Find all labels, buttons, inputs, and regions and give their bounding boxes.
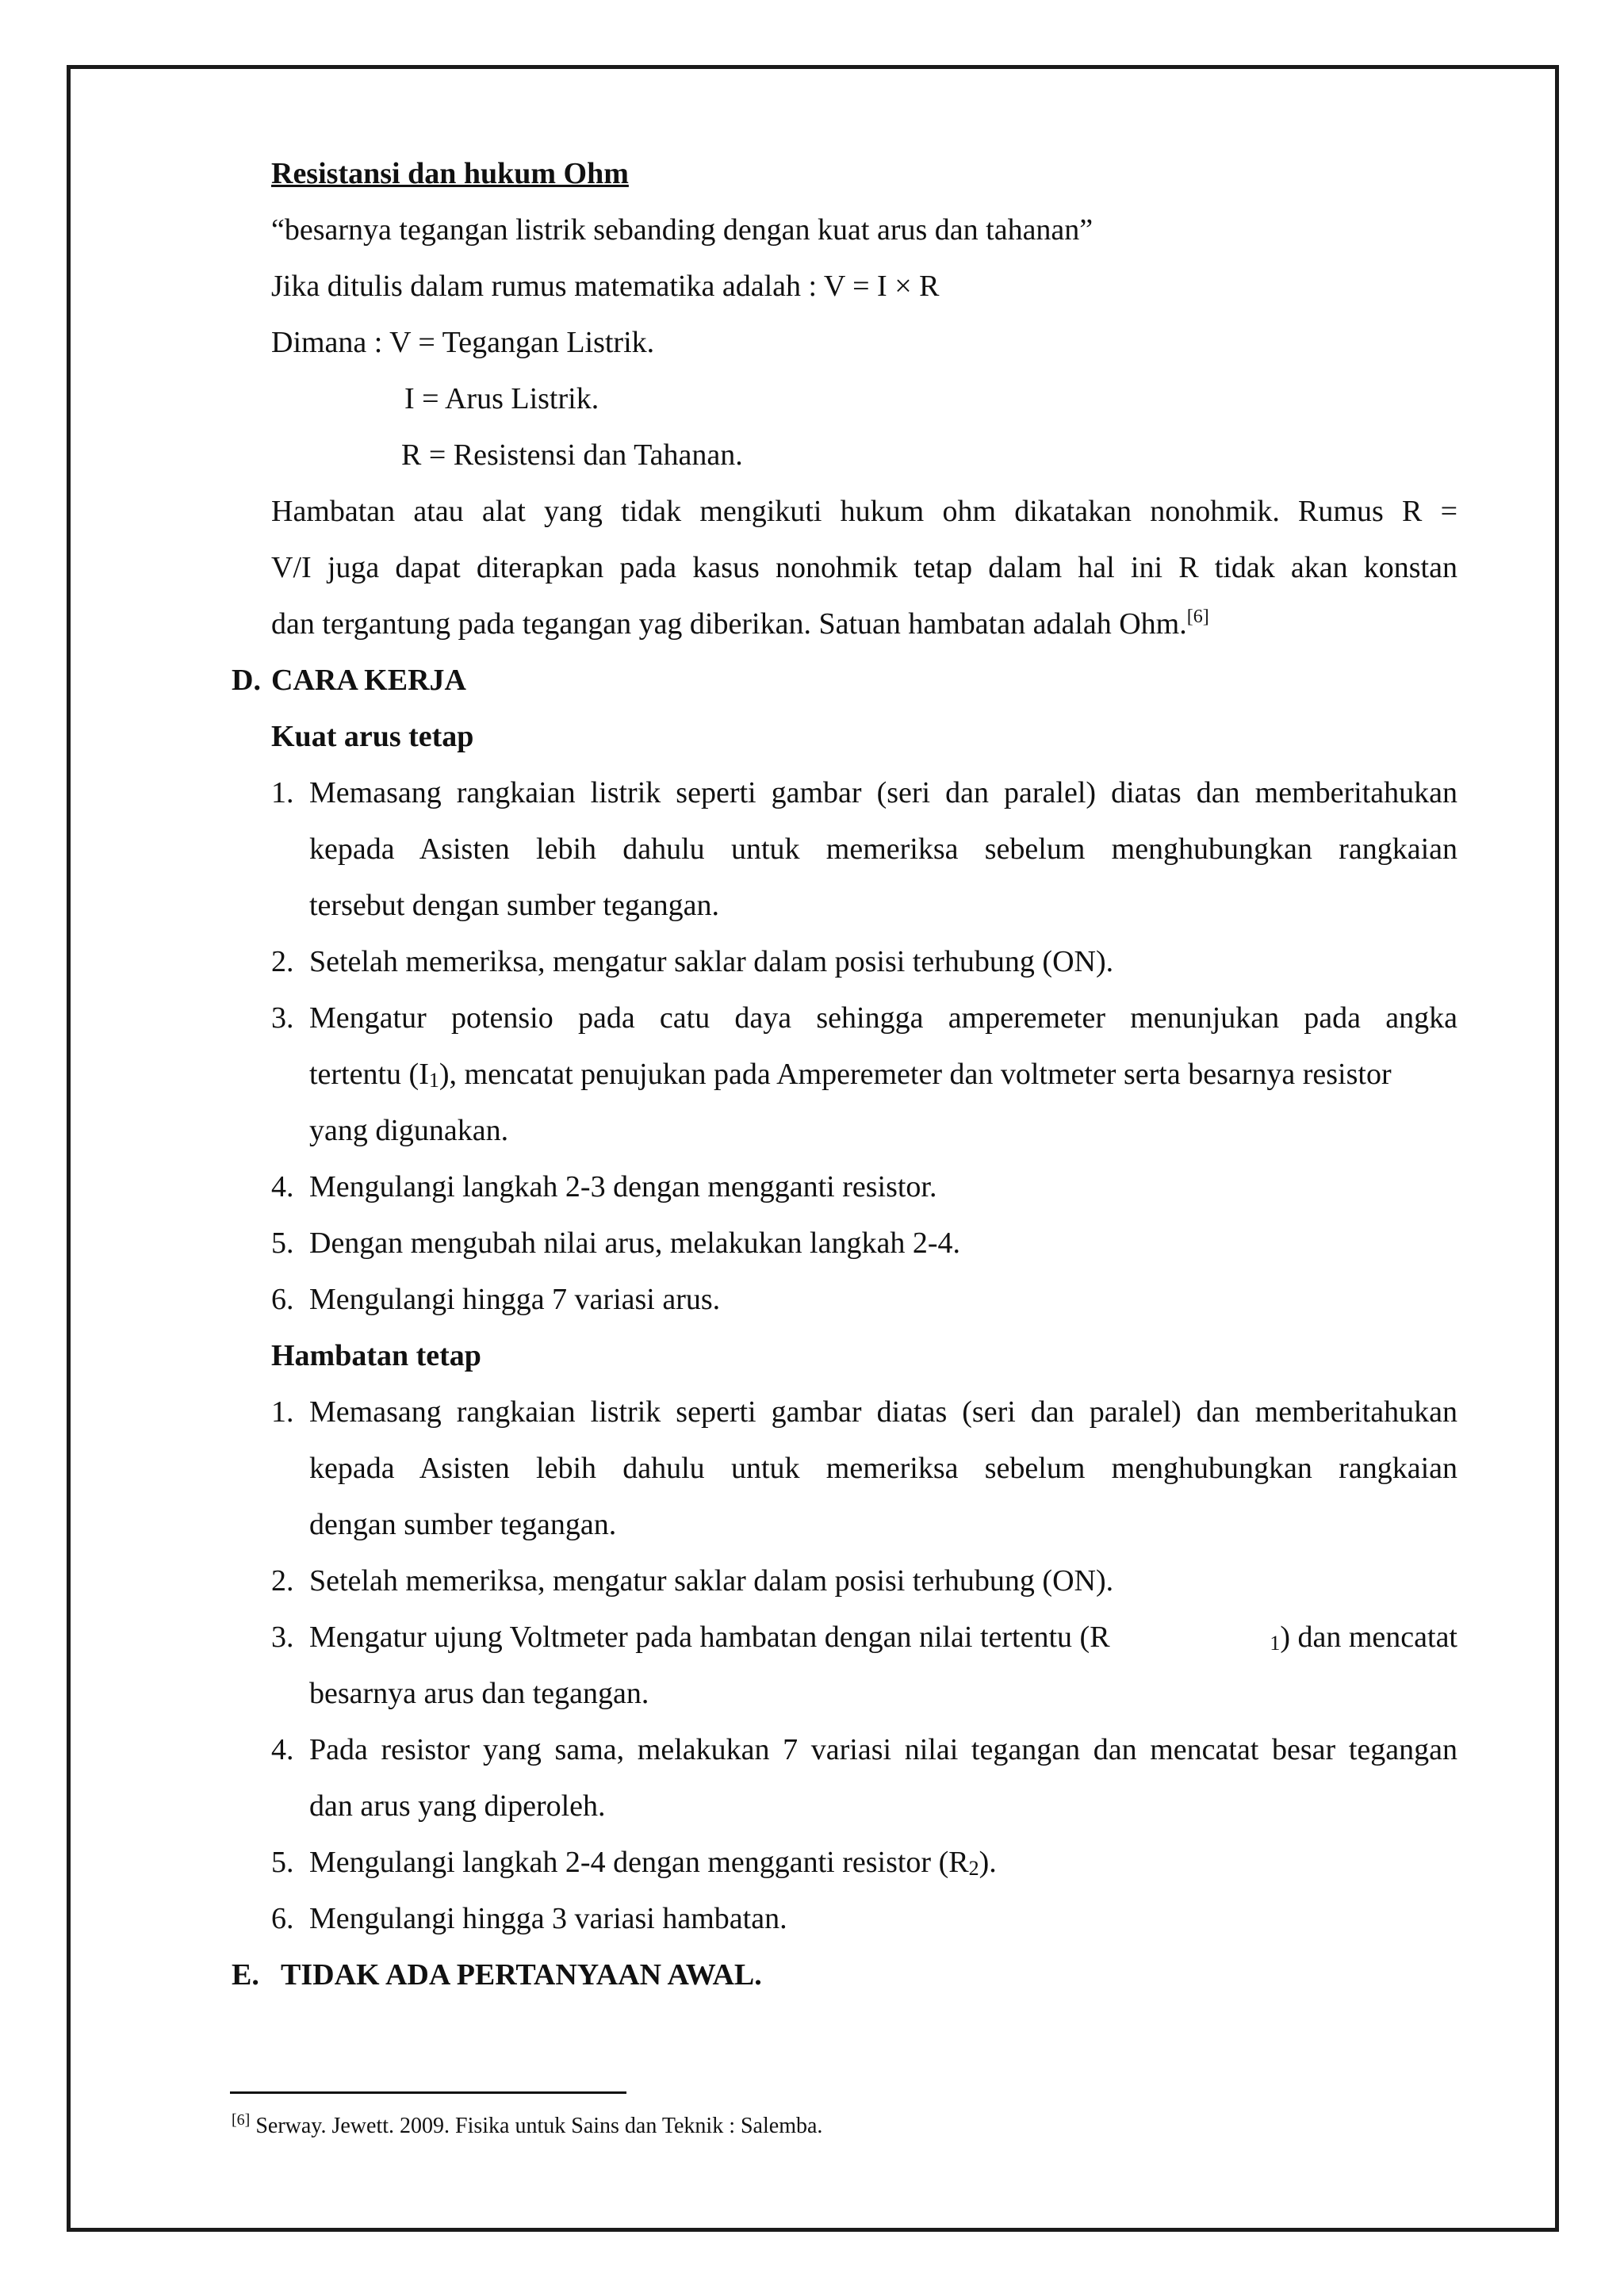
list-item-text bbox=[309, 1844, 997, 1881]
section-e-title: TIDAK ADA PERTANYAAN AWAL. bbox=[281, 1958, 762, 1992]
ohm-paragraph-text: dan tergantung pada tegangan yag diberikan. Satuan hambatan adalah Ohm. bbox=[271, 607, 1187, 641]
text-fragment: tertentu (I bbox=[309, 1058, 429, 1091]
list-item-text: Setelah memeriksa, mengatur saklar dalam posisi terhubung (ON). bbox=[309, 945, 1114, 978]
section-d-title: CARA KERJA bbox=[271, 664, 466, 697]
list-item-text: Mengulangi hingga 3 variasi hambatan. bbox=[309, 1902, 787, 1935]
list-item-number: 2. bbox=[271, 1564, 294, 1598]
ohm-heading: Resistansi dan hukum Ohm bbox=[271, 157, 629, 190]
ohm-quote: “besarnya tegangan listrik sebanding dengan kuat arus dan tahanan” bbox=[271, 213, 1094, 247]
ohm-paragraph-line1: Hambatan atau alat yang tidak mengikuti hukum ohm dikatakan nonohmik. Rumus R = bbox=[271, 495, 1457, 528]
footnote-ref: [6] bbox=[232, 2111, 251, 2129]
list-item-text: kepada Asisten lebih dahulu untuk memeriksa sebelum menghubungkan rangkaian bbox=[309, 832, 1457, 866]
list-item-text bbox=[309, 1056, 1392, 1093]
list-item-text: besarnya arus dan tegangan. bbox=[309, 1677, 649, 1710]
section-d-label: D. bbox=[232, 664, 261, 697]
section-e-label: E. bbox=[232, 1958, 259, 1992]
list-item-number: 1. bbox=[271, 776, 294, 809]
list-item-text: kepada Asisten lebih dahulu untuk memeriksa sebelum menghubungkan rangkaian bbox=[309, 1452, 1457, 1485]
subheading-constant-resistance: Hambatan tetap bbox=[271, 1339, 481, 1372]
list-item-text: Setelah memeriksa, mengatur saklar dalam posisi terhubung (ON). bbox=[309, 1564, 1114, 1598]
list-item-text: Mengatur potensio pada catu daya sehingga amperemeter menunjukan pada angka bbox=[309, 1001, 1457, 1035]
list-item-number: 3. bbox=[271, 1621, 294, 1654]
citation-ref: [6] bbox=[1186, 607, 1209, 627]
text-fragment: Mengatur ujung Voltmeter pada hambatan dengan nilai tertentu (R bbox=[309, 1621, 1110, 1654]
list-item-number: 3. bbox=[271, 1001, 294, 1035]
text-fragment: Mengulangi langkah 2-4 dengan mengganti resistor (R bbox=[309, 1846, 969, 1879]
ohm-paragraph-line2: V/I juga dapat diterapkan pada kasus nonohmik tetap dalam hal ini R tidak akan konstan bbox=[271, 551, 1457, 584]
list-item-text: Dengan mengubah nilai arus, melakukan langkah 2-4. bbox=[309, 1226, 960, 1260]
list-item-number: 2. bbox=[271, 945, 294, 978]
formula-intro: Jika ditulis dalam rumus matematika adalah : V = I × R bbox=[271, 270, 940, 303]
list-item-number: 5. bbox=[271, 1846, 294, 1879]
list-item-number: 1. bbox=[271, 1395, 294, 1429]
list-item-text: Memasang rangkaian listrik seperti gambar (seri dan paralel) diatas dan memberitahukan bbox=[309, 776, 1457, 809]
list-item-text: yang digunakan. bbox=[309, 1114, 509, 1147]
list-item-text: Mengulangi hingga 7 variasi arus. bbox=[309, 1283, 721, 1316]
subscript: 1 bbox=[1270, 1632, 1281, 1655]
subscript: 1 bbox=[428, 1069, 439, 1092]
footnote bbox=[232, 2112, 822, 2141]
list-item-text: dan arus yang diperoleh. bbox=[309, 1789, 606, 1823]
definition-resistance: R = Resistensi dan Tahanan. bbox=[401, 438, 743, 472]
subheading-constant-current: Kuat arus tetap bbox=[271, 720, 474, 753]
footnote-text: Serway. Jewett. 2009. Fisika untuk Sains dan Teknik : Salemba. bbox=[250, 2114, 823, 2138]
text-fragment: ), mencatat penujukan pada Amperemeter dan voltmeter serta besarnya resistor bbox=[439, 1058, 1392, 1091]
list-item-number: 4. bbox=[271, 1170, 294, 1203]
where-line: Dimana : V = Tegangan Listrik. bbox=[271, 326, 655, 359]
list-item-text: Mengulangi langkah 2-3 dengan mengganti resistor. bbox=[309, 1170, 937, 1203]
text-fragment: ) dan mencatat bbox=[1280, 1621, 1457, 1654]
list-item-text: Pada resistor yang sama, melakukan 7 variasi nilai tegangan dan mencatat besar tegangan bbox=[309, 1733, 1457, 1766]
footnote-separator bbox=[230, 2091, 626, 2094]
text-fragment bbox=[1270, 1619, 1457, 1655]
list-item-text: tersebut dengan sumber tegangan. bbox=[309, 889, 720, 922]
subscript: 2 bbox=[968, 1857, 979, 1880]
definition-current: I = Arus Listrik. bbox=[404, 382, 599, 415]
list-item-number: 6. bbox=[271, 1902, 294, 1935]
list-item-number: 5. bbox=[271, 1226, 294, 1260]
text-fragment: ). bbox=[979, 1846, 997, 1879]
list-item-number: 6. bbox=[271, 1283, 294, 1316]
list-item-number: 4. bbox=[271, 1733, 294, 1766]
list-item-text: dengan sumber tegangan. bbox=[309, 1508, 617, 1541]
list-item-text: Memasang rangkaian listrik seperti gambar diatas (seri dan paralel) dan memberitahukan bbox=[309, 1395, 1457, 1429]
ohm-paragraph-line3 bbox=[271, 606, 1209, 642]
list-item-text bbox=[309, 1619, 1457, 1655]
